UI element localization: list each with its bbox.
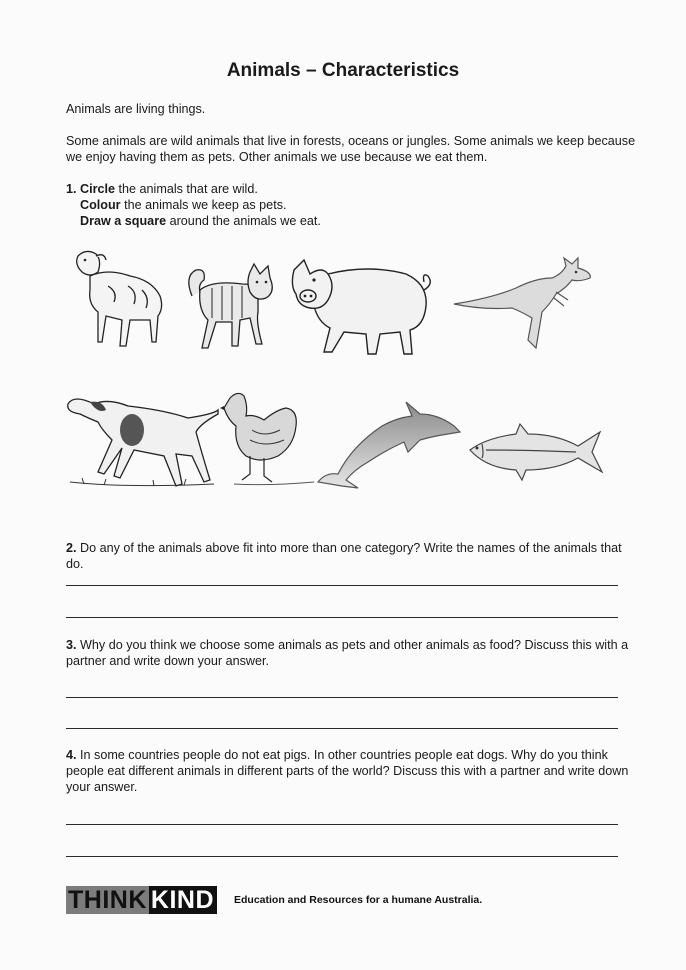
intro-text-2: Some animals are wild animals that live in forests, oceans or jungles. Some animals we keep because we enjoy having them as pets. Other animals we use because we eat them.: [66, 134, 636, 164]
q2-number: 2.: [66, 541, 77, 555]
answer-line-q4-1[interactable]: [66, 824, 618, 825]
q1-circle-rest: the animals that are wild.: [115, 182, 258, 196]
q2-text: Do any of the animals above fit into more than one category? Write the names of the animals that do.: [66, 541, 622, 571]
q3-number: 3.: [66, 638, 77, 652]
answer-line-q3-1[interactable]: [66, 697, 618, 698]
q4-text: In some countries people do not eat pigs. In other countries people eat dogs. Why do you think people eat different animals in different parts of the world? Discuss this with a partner and write down your answer.: [66, 748, 629, 794]
footer-tagline: Education and Resources for a humane Australia.: [234, 894, 483, 906]
q1-circle-word: Circle: [80, 182, 116, 196]
answer-line-q4-2[interactable]: [66, 856, 618, 857]
dolphin-icon[interactable]: [316, 396, 460, 490]
q1-number: 1.: [66, 182, 77, 196]
kangaroo-icon[interactable]: [452, 254, 598, 350]
logo-kind-text: KIND: [149, 886, 217, 914]
q4-number: 4.: [66, 748, 77, 762]
answer-line-q2-1[interactable]: [66, 585, 618, 586]
cat-icon[interactable]: [182, 262, 278, 356]
intro-text-1: Animals are living things.: [66, 102, 206, 116]
q1-colour-rest: the animals we keep as pets.: [120, 198, 287, 212]
question-3: [66, 637, 636, 669]
question-1: [66, 181, 636, 229]
q1-colour-word: Colour: [80, 198, 121, 212]
sheep-icon[interactable]: [68, 246, 176, 356]
question-4: [66, 747, 636, 795]
chicken-icon[interactable]: [220, 390, 316, 490]
logo-think-text: THINK: [68, 886, 147, 914]
q1-square-word: Draw a square: [80, 214, 167, 228]
thinkkind-logo: [66, 886, 217, 914]
question-2: [66, 540, 636, 572]
pig-icon[interactable]: [288, 256, 434, 356]
fish-icon[interactable]: [466, 420, 604, 482]
answer-line-q2-2[interactable]: [66, 617, 618, 618]
q1-square-rest: around the animals we eat.: [166, 214, 321, 228]
answer-line-q3-2[interactable]: [66, 728, 618, 729]
page-title: Animals – Characteristics: [226, 60, 460, 81]
q3-text: Why do you think we choose some animals as pets and other animals as food? Discuss this with a partner and write down your answer.: [66, 638, 629, 668]
dog-icon[interactable]: [64, 384, 220, 494]
